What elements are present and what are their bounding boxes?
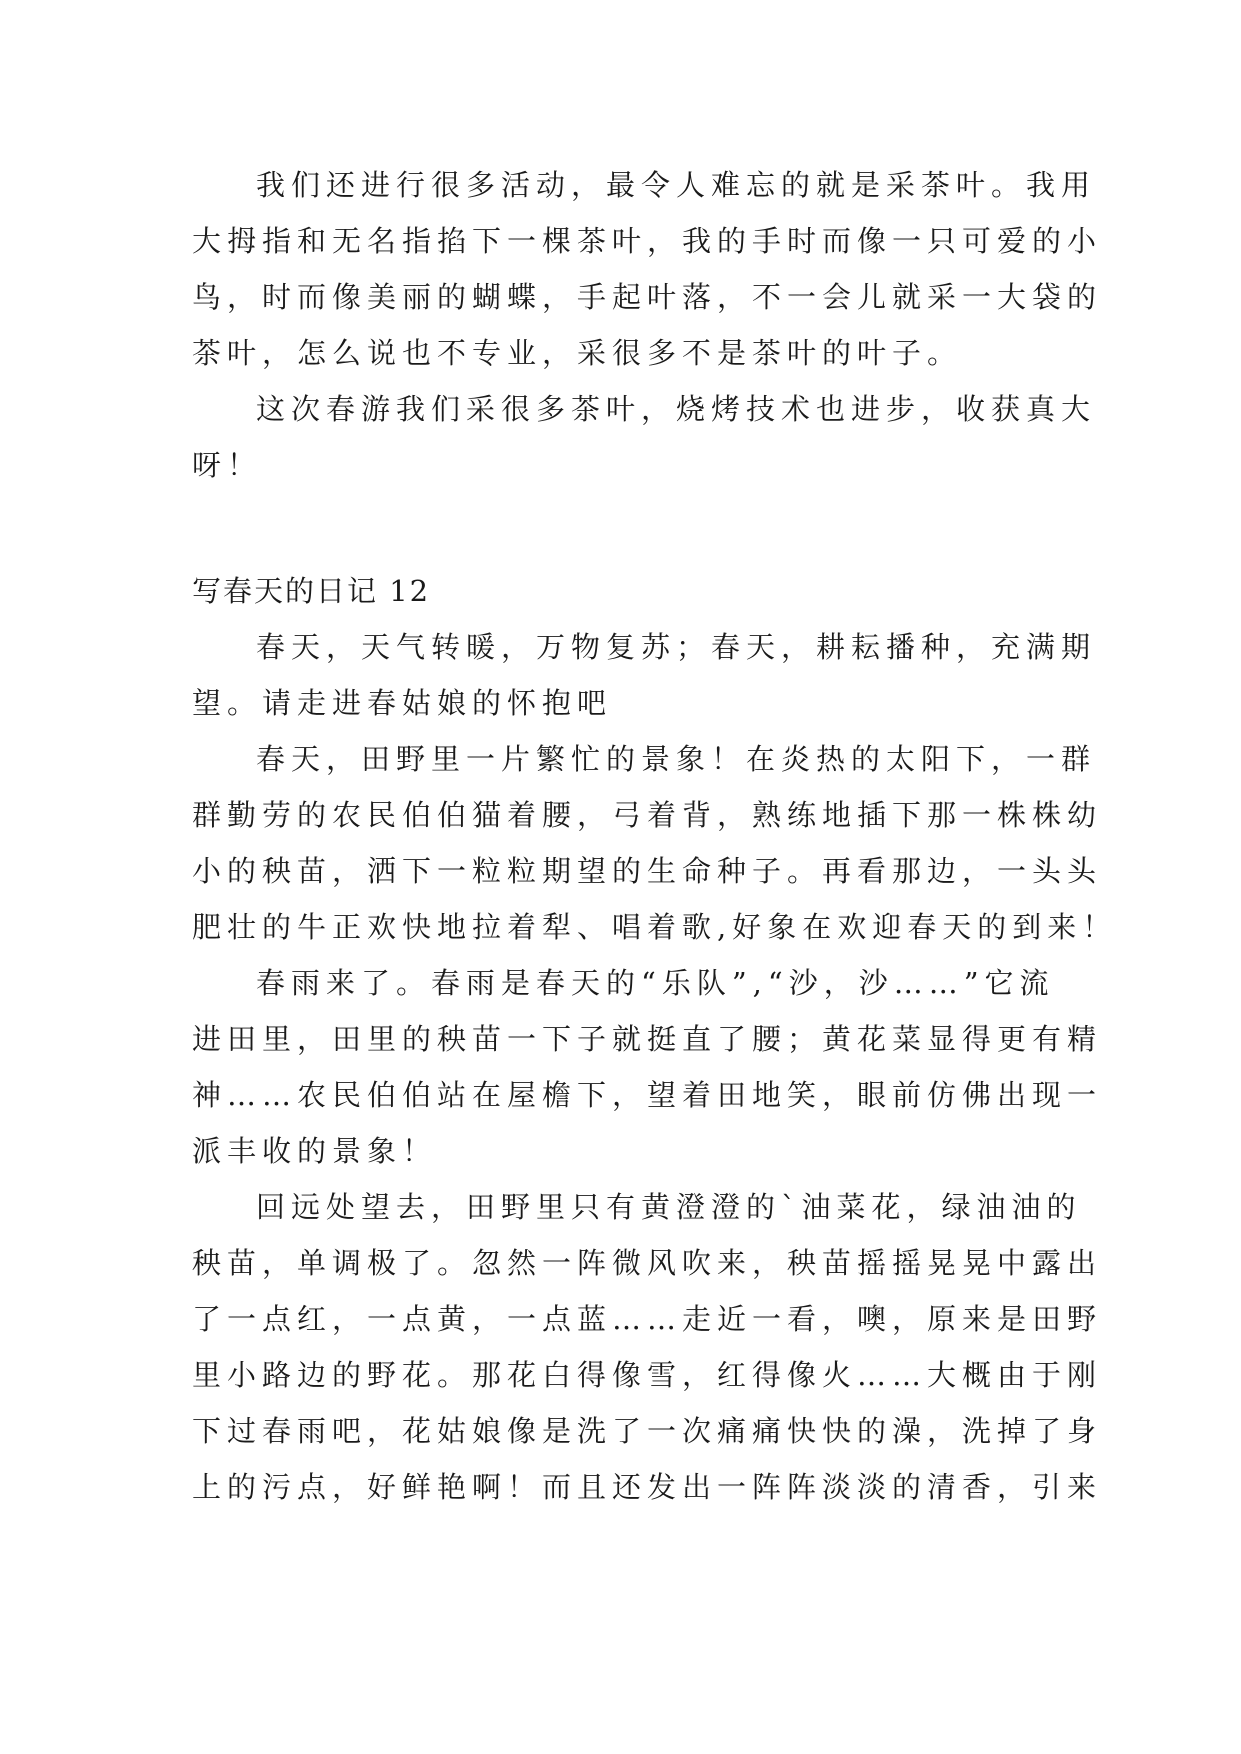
paragraph-line: 大拇指和无名指掐下一棵茶叶，我的手时而像一只可爱的小 — [192, 224, 1103, 258]
paragraph-line: 派丰收的景象！ — [192, 1134, 438, 1168]
paragraph-line: 我们还进行很多活动，最令人难忘的就是采茶叶。我用 — [256, 168, 1097, 202]
paragraph-line: 茶叶，怎么说也不专业，采很多不是茶叶的叶子。 — [192, 336, 963, 370]
paragraph-line: 小的秧苗，洒下一粒粒期望的生命种子。再看那边，一头头 — [192, 854, 1103, 888]
paragraph-line: 回远处望去，田野里只有黄澄澄的`油菜花，绿油油的 — [256, 1190, 1082, 1224]
paragraph-line: 群勤劳的农民伯伯猫着腰，弓着背，熟练地插下那一株株幼 — [192, 798, 1103, 832]
paragraph-line: 秧苗，单调极了。忽然一阵微风吹来，秧苗摇摇晃晃中露出 — [192, 1246, 1103, 1280]
paragraph-line: 里小路边的野花。那花白得像雪，红得像火……大概由于刚 — [192, 1358, 1103, 1392]
paragraph-line: 下过春雨吧，花姑娘像是洗了一次痛痛快快的澡，洗掉了身 — [192, 1414, 1103, 1448]
paragraph-line: 进田里，田里的秧苗一下子就挺直了腰；黄花菜显得更有精 — [192, 1022, 1103, 1056]
paragraph-line: 鸟，时而像美丽的蝴蝶，手起叶落，不一会儿就采一大袋的 — [192, 280, 1103, 314]
paragraph-line: 这次春游我们采很多茶叶，烧烤技术也进步，收获真大 — [256, 392, 1097, 426]
section-heading: 写春天的日记 12 — [192, 574, 431, 608]
paragraph-line: 肥壮的牛正欢快地拉着犁、唱着歌,好象在欢迎春天的到来！ — [192, 910, 1118, 944]
paragraph-line: 了一点红，一点黄，一点蓝……走近一看，噢，原来是田野 — [192, 1302, 1103, 1336]
paragraph-line: 上的污点，好鲜艳啊！而且还发出一阵阵淡淡的清香，引来 — [192, 1470, 1103, 1504]
paragraph-line: 春天，田野里一片繁忙的景象！在炎热的太阳下，一群 — [256, 742, 1097, 776]
paragraph-line: 望。请走进春姑娘的怀抱吧 — [192, 686, 613, 720]
paragraph-line: 神……农民伯伯站在屋檐下，望着田地笑，眼前仿佛出现一 — [192, 1078, 1103, 1112]
paragraph-line: 呀！ — [192, 448, 263, 482]
paragraph-line: 春雨来了。春雨是春天的“乐队”,“沙，沙……”它流 — [256, 966, 1055, 1000]
paragraph-line: 春天，天气转暖，万物复苏；春天，耕耘播种，充满期 — [256, 630, 1097, 664]
